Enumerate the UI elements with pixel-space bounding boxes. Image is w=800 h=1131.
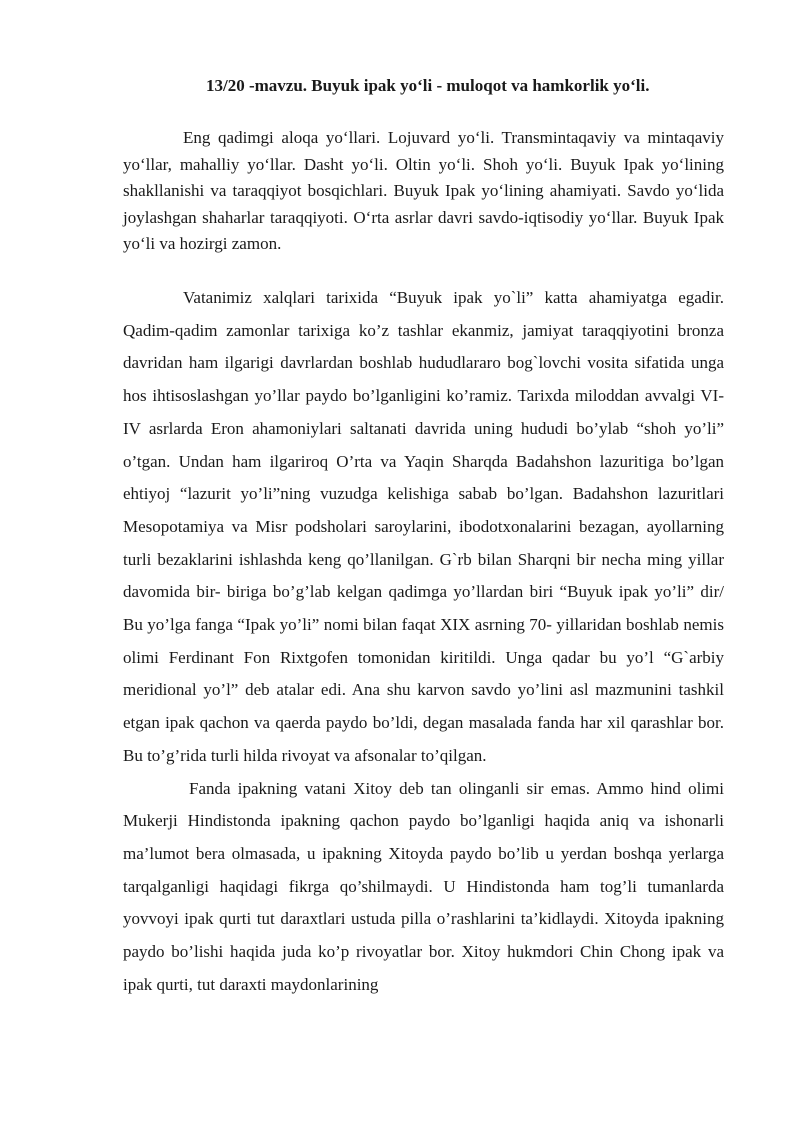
page-title: 13/20 -mavzu. Buyuk ipak yo‘li - muloqot va hamkorlik yo‘li.: [206, 76, 650, 95]
paragraph: Fanda ipakning vatani Xitoy deb tan olinganli sir emas. Ammo hind olimi Mukerji Hindistonda ipakning qachon paydo bo’lganligi haqida aniq va ishonarli ma’lumot bera olmasada, u ipakning Xitoyda paydo bo’lib u yerdan boshqa yerlarga tarqalganligi haqidagi fikrga qo’shilmaydi. U Hindistonda ham tog’li tumanlarda yovvoyi ipak qurti tut daraxtlari ustuda pilla o’rashlarini ta’kidlaydi. Xitoyda ipakning paydo bo’lishi haqida juda ko’p rivoyatlar bor. Xitoy hukmdori Chin Chong ipak va ipak qurti, tut daraxti maydonlarining: [123, 778, 724, 994]
paragraph: Vatanimiz xalqlari tarixida “Buyuk ipak yo`li” katta ahamiyatga egadir. Qadim-qadim zamonlar tarixiga ko’z tashlar ekanmiz, jamiyat taraqqiyotini bronza davridan ham ilgarigi davrlardan boshlab hududlararo bog`lovchi vosita sifatida unga hos ihtisoslashgan yo’llar paydo bo’lganligini ko’ramiz. Tarixda miloddan avvalgi VI-IV asrlarda Eron ahamoniylari saltanati davrida uning hududi bo’ylab “shoh yo’li” o’tgan. Undan ham ilgariroq O’rta va Yaqin Sharqda Badahshon lazuritiga bo’lgan ehtiyoj “lazurit yo’li”ning vuzudga kelishiga sabab bo’lgan. Badahshon lazuritlari Mesopotamiya va Misr podsholari saroylarini, ibodotxonalarini bezagan, ayollarning turli bezaklarini ishlashda keng qo’llanilgan. G`rb bilan Sharqni bir necha ming yillar davomida bir- biriga bo’g’lab kelgan qadimga yo’llardan biri “Buyuk ipak yo’li” dir/ Bu yo’lga fanga “Ipak yo’li” nomi bilan faqat XIX asrning 70- yillaridan boshlab nemis olimi Ferdinant Fon Rixtgofen tomonidan kiritildi. Unga qadar bu yo’l “G`arbiy meridional yo’l” deb atalar edi. Ana shu karvon savdo yo’lini asl mazmunini tashkil etgan ipak qachon va qaerda paydo bo’ldi, degan masalada fanda har xil qarashlar bor. Bu to’g’rida turli hilda rivoyat va afsonalar to’qilgan.: [123, 288, 724, 765]
topic-summary: Eng qadimgi aloqa yo‘llari. Lojuvard yo‘li. Transmintaqaviy va mintaqaviy yo‘llar, mahalliy yo‘llar. Dasht yo‘li. Oltin yo‘li. Shoh yo‘li. Buyuk Ipak yo‘lining shakllanishi va taraqqiyot bosqichlari. Buyuk Ipak yo‘lining ahamiyati. Savdo yo‘lida joylashgan shaharlar taraqqiyoti. O‘rta asrlar davri savdo-iqtisodiy yo‘llar. Buyuk Ipak yo‘li va hozirgi zamon.: [123, 128, 724, 253]
body-text: [123, 282, 724, 1001]
